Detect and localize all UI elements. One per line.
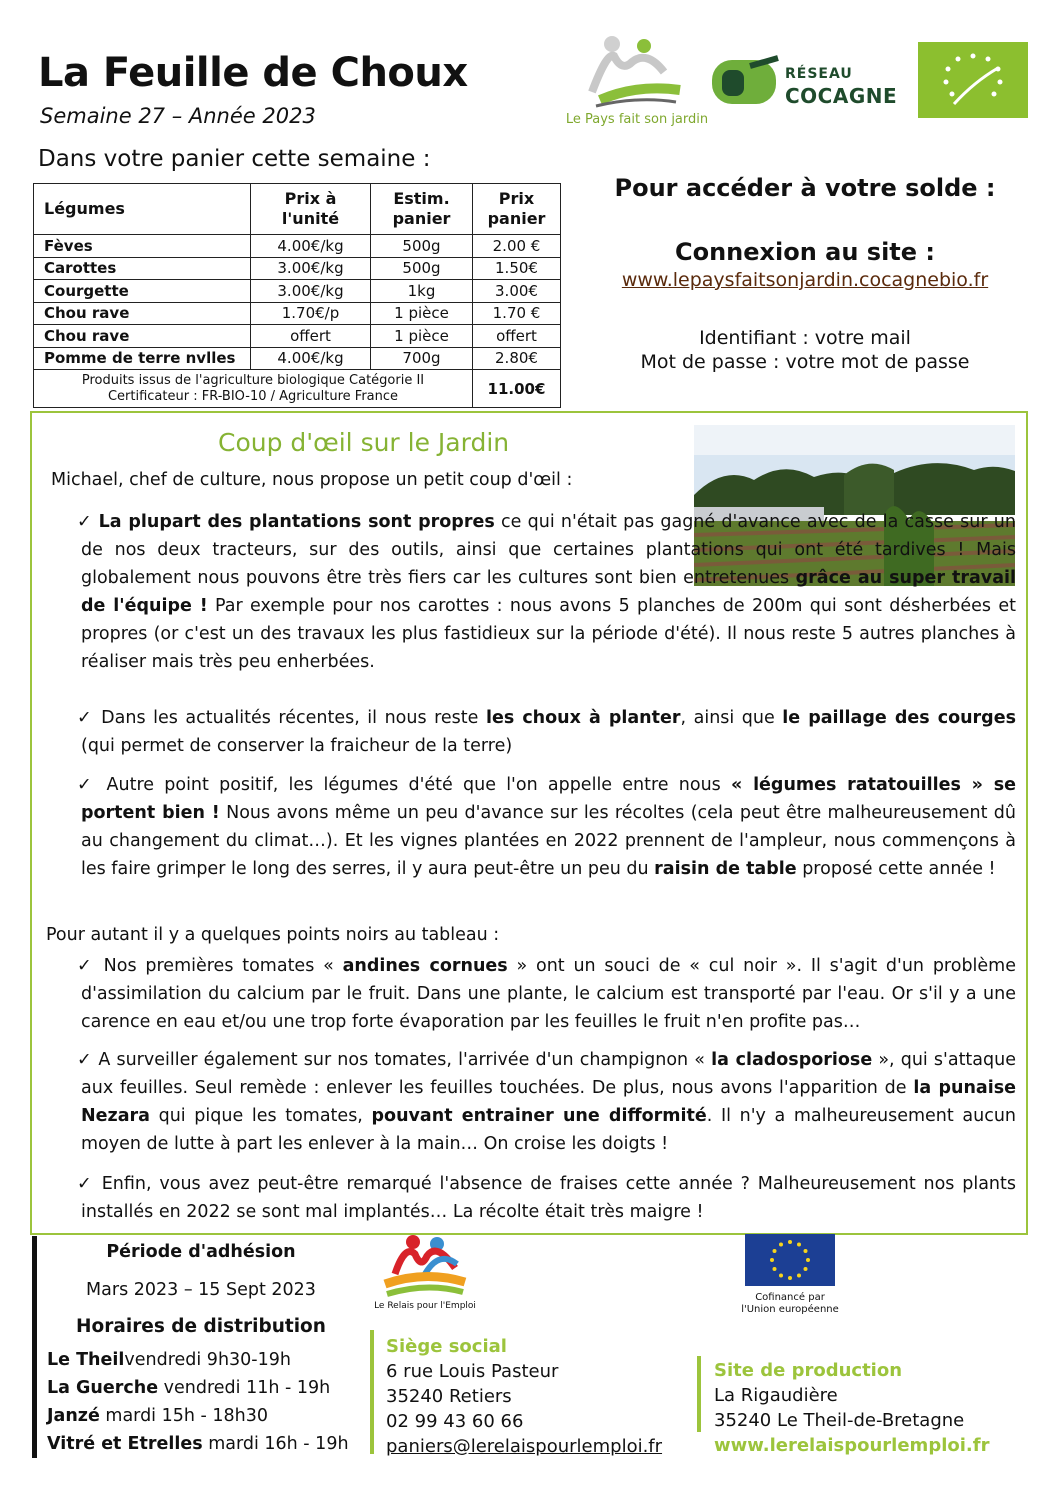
garden-dark-points-intro: Pour autant il y a quelques points noirs au tableau : <box>46 925 500 945</box>
emphasis-text: La plupart des plantations sont propres <box>98 512 495 532</box>
table-row <box>34 257 561 280</box>
garden-paragraph-disease <box>77 1046 1016 1158</box>
cell-unit-price: 4.00€/kg <box>251 347 371 370</box>
login-identifier: Identifiant : votre mail <box>699 327 911 349</box>
garden-paragraph-strawberries <box>77 1170 1016 1226</box>
cell-estimate: 700g <box>371 347 473 370</box>
table-row <box>34 235 561 258</box>
cell-basket-price: 2.00 € <box>473 235 561 258</box>
cocagne-label-reseau: RÉSEAU <box>785 66 853 82</box>
emphasis-text: la punaise Nezara <box>81 1078 1016 1126</box>
cell-vegetable: Pomme de terre nvlles <box>34 347 251 370</box>
garden-paragraph-news <box>77 704 1016 760</box>
cell-vegetable: Fèves <box>34 235 251 258</box>
emphasis-text: la cladosporiose <box>711 1050 873 1070</box>
check-icon: ✓ <box>77 512 93 532</box>
body-text: Par exemple pour nos carottes : nous avons 5 planches de 200m qui sont désherbées et propres (or c'est un des travaux les plus fastidieux sur la période d'été). Il nous reste 5 autres planches à réaliser mais très peu enherbées. <box>81 596 1016 672</box>
site-website-link[interactable]: www.lerelaispourlemploi.fr <box>714 1435 990 1456</box>
col-header-basket-price: Prix panier <box>473 184 561 235</box>
distribution-time: mardi 16h - 19h <box>202 1434 349 1454</box>
siege-accent-bar <box>370 1330 374 1454</box>
body-text: (qui permet de conserver la fraicheur de la terre) <box>81 736 513 756</box>
certification-line-2: Certificateur : FR-BIO-10 / Agriculture France <box>107 388 399 404</box>
distribution-place: Vitré et Etrelles <box>47 1434 203 1454</box>
emphasis-text: le paillage des courges <box>782 708 1016 728</box>
left-divider-bar <box>32 1236 37 1458</box>
cell-unit-price: 1.70€/p <box>251 302 371 325</box>
col-header-estimate: Estim. panier <box>371 184 473 235</box>
body-text: » ont un souci de « cul noir ». Il s'agit d'un problème d'assimilation du calcium par le fruit. Dans une plante, le calcium est transporté par l'eau. Or s'il y a une carence en eau et/ou une trop forte évaporation par les feuilles le fruit n'en profite pas… <box>81 956 1016 1032</box>
cell-estimate: 1kg <box>371 280 473 303</box>
cocagne-label-cocagne: COCAGNE <box>785 84 898 108</box>
emphasis-text: les choux à planter <box>485 708 681 728</box>
eu-caption-line-2: l'Union européenne <box>741 1304 839 1315</box>
emphasis-text: « légumes ratatouilles » se portent bien ! <box>81 775 1016 823</box>
cell-unit-price: 3.00€/kg <box>251 257 371 280</box>
basket-table <box>33 183 561 408</box>
body-text: , ainsi que <box>680 708 783 728</box>
cell-basket-price: 2.80€ <box>473 347 561 370</box>
table-row <box>34 325 561 348</box>
body-text: », qui s'attaque aux feuilles. Seul remède : enlever les feuilles touchées. De plus, nous avons l'apparition de <box>81 1050 1016 1098</box>
garden-paragraph-tomatoes <box>77 952 1016 1036</box>
col-header-vegetables: Légumes <box>34 184 251 235</box>
site-title: Site de production <box>714 1360 903 1381</box>
cell-unit-price: 4.00€/kg <box>251 235 371 258</box>
garden-paragraph-positive <box>77 771 1016 883</box>
emphasis-text: andines cornues <box>342 956 508 976</box>
eu-caption <box>730 1292 850 1316</box>
table-row <box>34 302 561 325</box>
garden-section-title: Coup d'œil sur le Jardin <box>218 428 510 457</box>
check-icon: ✓ <box>77 1174 94 1194</box>
basket-total: 11.00€ <box>473 370 561 408</box>
check-icon: ✓ <box>77 956 95 976</box>
body-text: qui pique les tomates, <box>149 1106 372 1126</box>
distribution-hour-item <box>47 1378 330 1398</box>
siege-city: 35240 Retiers <box>386 1386 512 1407</box>
cell-unit-price: offert <box>251 325 371 348</box>
emphasis-text: grâce au super travail de l'équipe ! <box>81 568 1016 616</box>
distribution-time: vendredi 11h - 19h <box>158 1378 331 1398</box>
account-info <box>585 174 1025 373</box>
body-text: Nos premières tomates « <box>94 956 343 976</box>
cell-vegetable: Chou rave <box>34 325 251 348</box>
body-text: Dans les actualités récentes, il nous reste <box>93 708 486 728</box>
cell-basket-price: offert <box>473 325 561 348</box>
account-site-link[interactable]: www.lepaysfaitsonjardin.cocagnebio.fr <box>621 269 989 291</box>
body-text: Enfin, vous avez peut-être remarqué l'absence de fraises cette année ? Malheureusement nos plants installés en 2022 se sont mal implantés… La récolte était très maigre ! <box>81 1174 1016 1222</box>
cell-unit-price: 3.00€/kg <box>251 280 371 303</box>
eu-caption-line-1: Cofinancé par <box>755 1292 825 1303</box>
distribution-time: mardi 15h - 18h30 <box>99 1406 269 1426</box>
distribution-hour-item <box>47 1406 268 1426</box>
production-site-address <box>714 1358 989 1458</box>
siege-title: Siège social <box>386 1336 507 1357</box>
distribution-time: vendredi 9h30-19h <box>124 1350 291 1370</box>
cell-vegetable: Chou rave <box>34 302 251 325</box>
siege-street: 6 rue Louis Pasteur <box>386 1361 559 1382</box>
site-accent-bar <box>697 1356 701 1432</box>
body-text: A surveiller également sur nos tomates, l'arrivée d'un champignon « <box>92 1050 712 1070</box>
siege-social-address <box>386 1334 662 1459</box>
body-text: . Il n'y a malheureusement aucun moyen de lutte à part les enlever à la main… On croise les doigts ! <box>81 1106 1016 1154</box>
distribution-place: Janzé <box>47 1406 100 1426</box>
pays-logo-caption: Le Pays fait son jardin <box>565 112 709 127</box>
body-text: ce qui n'était pas gagné d'avance avec de la casse sur un de nos deux tracteurs, sur des outils, ainsi que certaines plantations qui ont été tardives ! Mais globalement nous pouvons être très fiers car les cultures sont bien entretenues <box>81 512 1016 588</box>
membership-period-dates: Mars 2023 – 15 Sept 2023 <box>86 1280 316 1300</box>
cell-estimate: 1 pièce <box>371 325 473 348</box>
cell-basket-price: 3.00€ <box>473 280 561 303</box>
check-icon: ✓ <box>77 1050 93 1070</box>
account-heading: Pour accéder à votre solde : <box>614 174 996 202</box>
eu-flag-icon <box>745 1234 835 1286</box>
page-subtitle: Semaine 27 – Année 2023 <box>40 104 316 128</box>
cell-estimate: 1 pièce <box>371 302 473 325</box>
certification-line-1: Produits issus de l'agriculture biologique Catégorie II <box>81 372 425 388</box>
cell-estimate: 500g <box>371 257 473 280</box>
distribution-place: La Guerche <box>47 1378 159 1398</box>
certification-note <box>34 370 473 408</box>
col-header-unit-price: Prix à l'unité <box>251 184 371 235</box>
body-text: Nous avons même un peu d'avance sur les récoltes (cela peut être malheureusement dû au changement du climat…). Et les vignes plantées en 2022 prennent de l'ampleur, nous commençons à les faire grimper le long des serres, il y aura peut-être un peu du <box>81 803 1016 879</box>
connexion-heading: Connexion au site : <box>674 238 936 266</box>
membership-period-title: Période d'adhésion <box>106 1242 296 1262</box>
emphasis-text: raisin de table <box>654 859 797 879</box>
distribution-hour-item <box>47 1350 291 1370</box>
basket-heading: Dans votre panier cette semaine : <box>38 146 431 172</box>
relais-logo-caption: Le Relais pour l'Emploi <box>374 1301 476 1311</box>
site-name: La Rigaudière <box>714 1385 838 1406</box>
cell-basket-price: 1.70 € <box>473 302 561 325</box>
siege-email-link[interactable]: paniers@lerelaispourlemploi.fr <box>386 1436 663 1457</box>
page-title: La Feuille de Choux <box>38 50 468 96</box>
table-footer-row <box>34 370 561 408</box>
table-header-row <box>34 184 561 235</box>
body-text: Autre point positif, les légumes d'été que l'on appelle entre nous <box>96 775 732 795</box>
body-text: proposé cette année ! <box>796 859 996 879</box>
garden-intro: Michael, chef de culture, nous propose un petit coup d'œil : <box>51 470 573 490</box>
cell-vegetable: Carottes <box>34 257 251 280</box>
cell-basket-price: 1.50€ <box>473 257 561 280</box>
siege-phone: 02 99 43 60 66 <box>386 1411 524 1432</box>
check-icon: ✓ <box>77 775 97 795</box>
table-row <box>34 280 561 303</box>
check-icon: ✓ <box>77 708 94 728</box>
cell-estimate: 500g <box>371 235 473 258</box>
table-row <box>34 347 561 370</box>
eu-organic-leaf-logo <box>918 42 1028 118</box>
distribution-hours-title: Horaires de distribution <box>76 1316 326 1337</box>
cell-vegetable: Courgette <box>34 280 251 303</box>
garden-paragraph-plantations <box>77 508 1016 676</box>
login-password: Mot de passe : votre mot de passe <box>640 351 970 373</box>
site-city: 35240 Le Theil-de-Bretagne <box>714 1410 965 1431</box>
distribution-place: Le Theil <box>47 1350 125 1370</box>
emphasis-text: pouvant entrainer une difformité <box>371 1106 707 1126</box>
distribution-hour-item <box>47 1434 349 1454</box>
